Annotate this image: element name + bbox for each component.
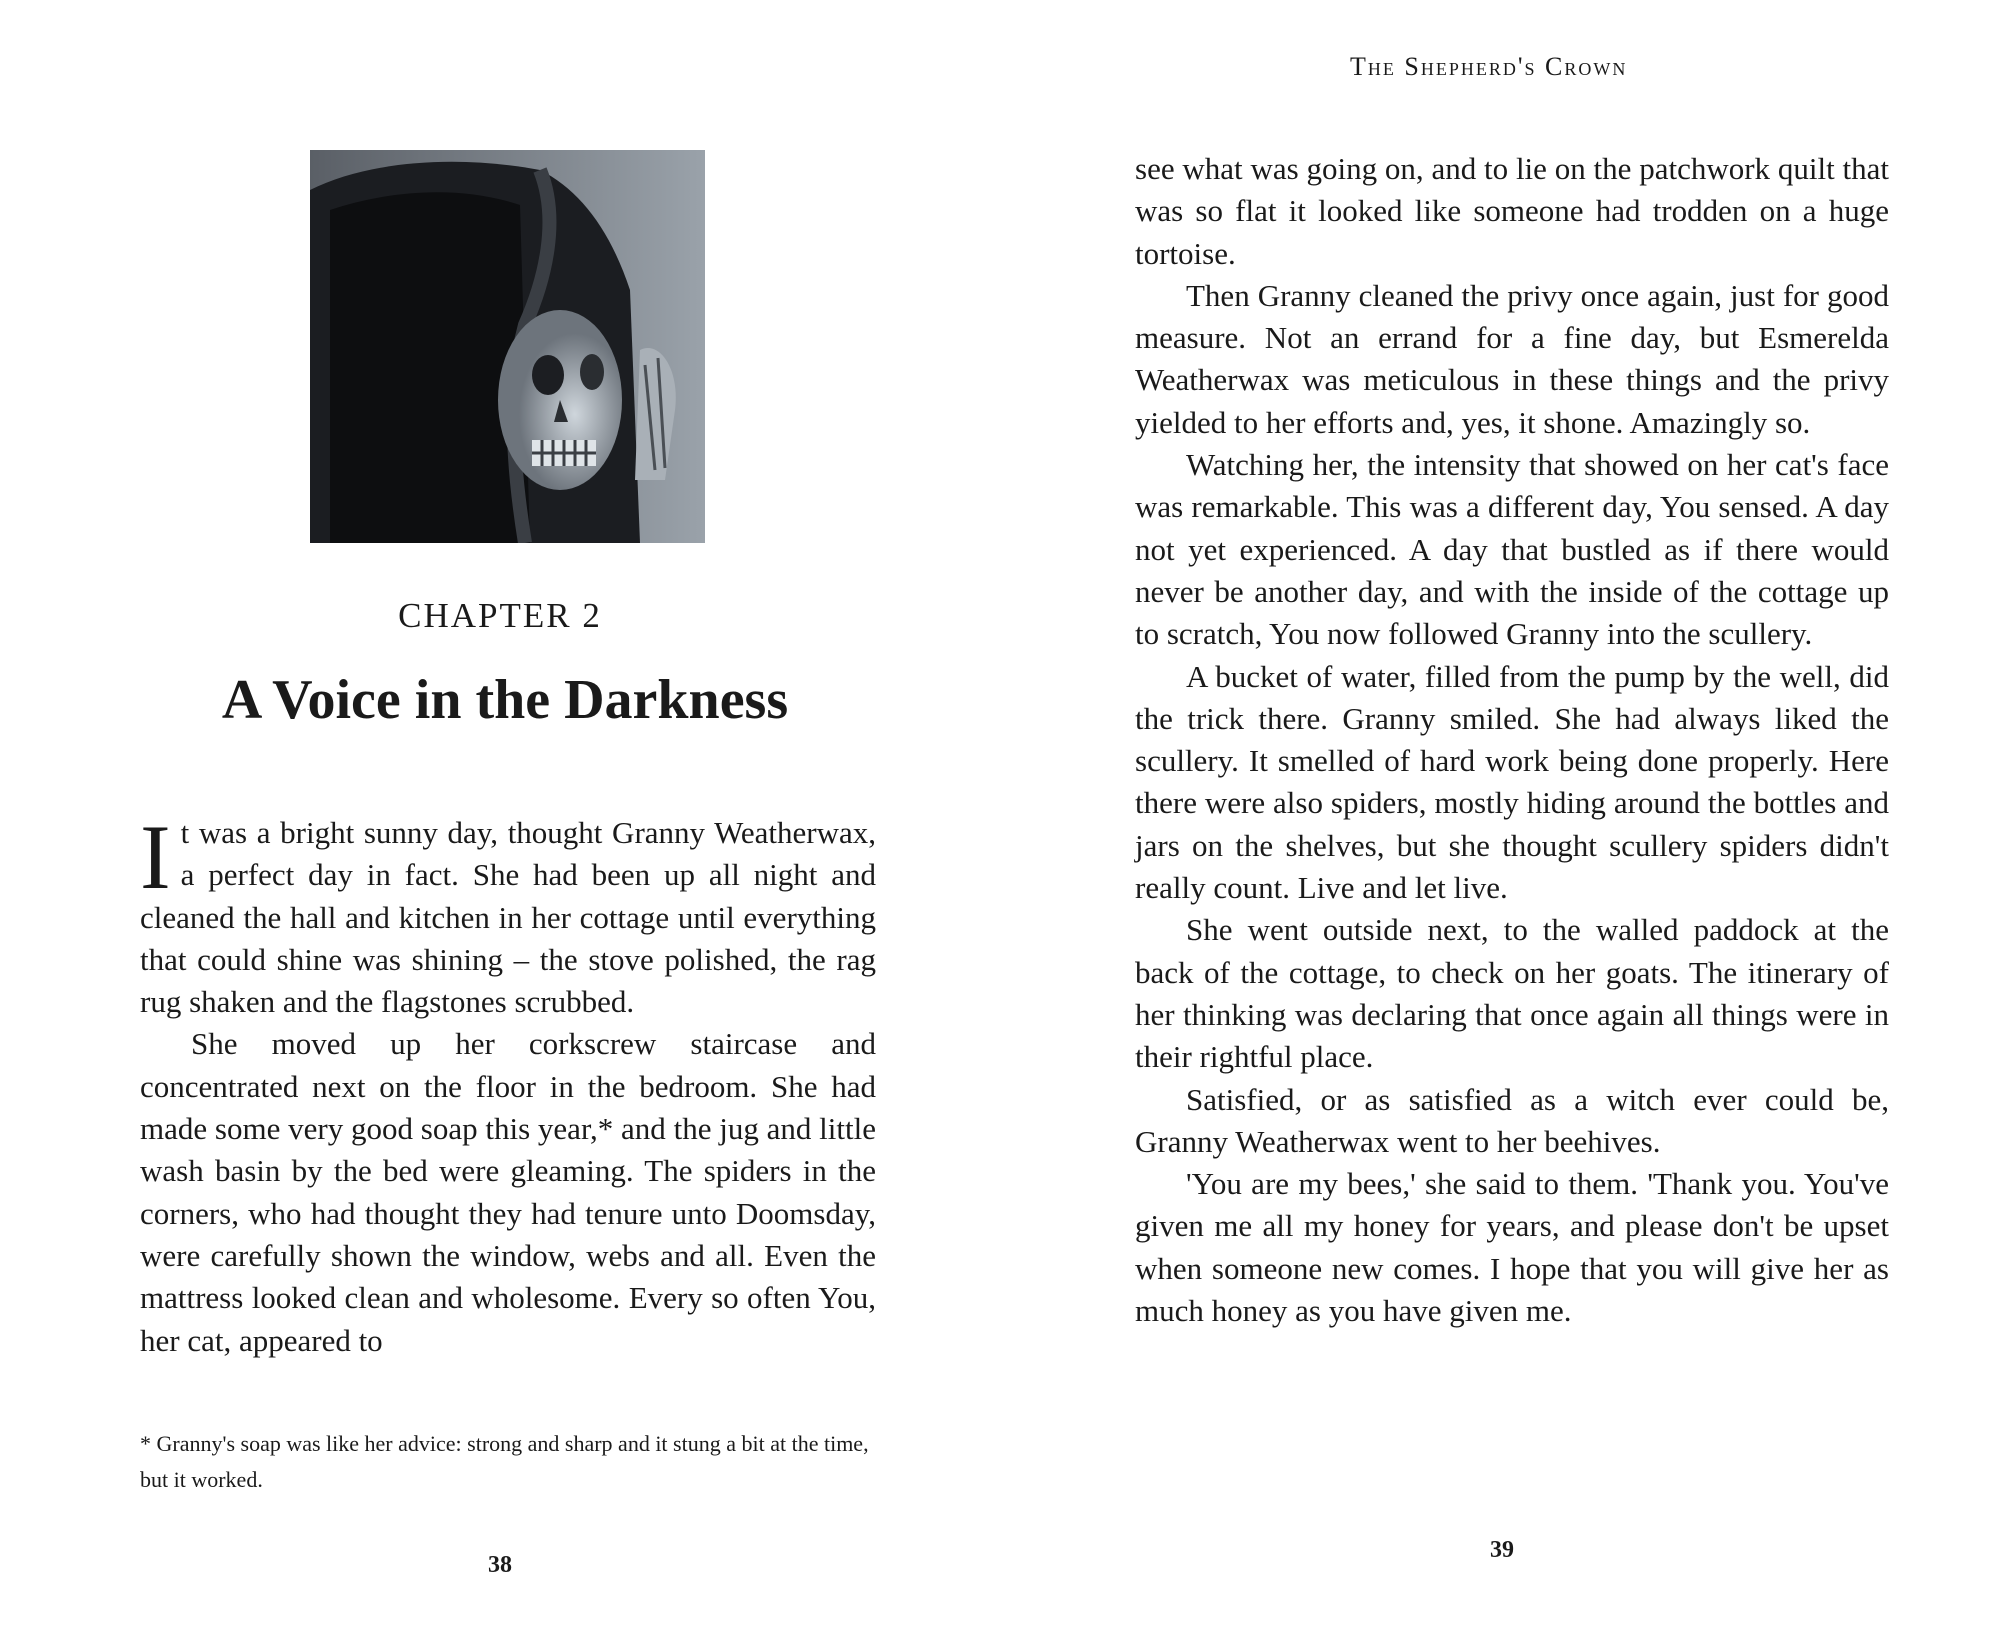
paragraph: She moved up her corkscrew staircase and concentrated next on the floor in the bedroom. She had made some very good soap this year,* and the jug and little wash basin by the bed were gleaming. The spiders in the corners, who had thought they had tenure unto Doomsday, were carefully shown the window, webs and all. Even the mattress looked clean and wholesome. Every so often You, her cat, appeared to: [140, 1026, 876, 1358]
right-page: [1000, 0, 2000, 1629]
paragraph: A bucket of water, filled from the pump by the well, did the trick there. Granny smiled. She had always liked the scullery. It smelled of hard work being done properly. Here there were also spiders, mostly hiding around the bottles and jars on the shelves, but she thought scullery spiders didn't really count. Live and let live.: [1135, 658, 1889, 906]
chapter-title: A Voice in the Darkness: [221, 669, 789, 731]
drop-cap: I: [140, 806, 171, 908]
paragraph-text: t was a bright sunny day, thought Granny Weatherwax, a perfect day in fact. She had been up all night and cleaned the hall and kitchen in her cottage until everything that could shine was shining – the stove polished, the rag rug shaken and the flagstones scrubbed.: [140, 815, 876, 1020]
running-head: The Shepherd's Crown: [1350, 52, 1628, 81]
footnote: * Granny's soap was like her advice: strong and sharp and it stung a bit at the time, but it worked.: [140, 1431, 869, 1492]
paragraph: Satisfied, or as satisfied as a witch ever could be, Granny Weatherwax went to her beehives.: [1135, 1081, 1889, 1159]
page-number: 38: [488, 1552, 512, 1578]
chapter-label: CHAPTER 2: [398, 596, 602, 635]
paragraph: Then Granny cleaned the privy once again, just for good measure. Not an errand for a fine day, but Esmerelda Weatherwax was meticulous in these things and the privy yielded to her efforts and, yes, it shone. Amazingly so.: [1135, 277, 1889, 440]
page-number: 39: [1490, 1537, 1514, 1563]
paragraph: Watching her, the intensity that showed on her cat's face was remarkable. This was a different day, You sensed. A day not yet experienced. A day that bustled as if there would never be another day, and with the inside of the cottage up to scratch, You now followed Granny into the scullery.: [1135, 447, 1889, 652]
hooded-skull-picture-icon: [310, 150, 705, 543]
paragraph: She went outside next, to the walled paddock at the back of the cottage, to check on her goats. The itinerary of her thinking was declaring that once again all things were in their rightful place.: [1135, 912, 1889, 1075]
right-body-text: [1135, 148, 1889, 1332]
paragraph: [140, 806, 876, 1023]
paragraph: see what was going on, and to lie on the patchwork quilt that was so flat it looked like someone had trodden on a huge tortoise.: [1135, 151, 1889, 271]
paragraph: 'You are my bees,' she said to them. 'Thank you. You've given me all my honey for years, and please don't be upset when someone new comes. I hope that you will give her as much honey as you have given me.: [1135, 1166, 1889, 1329]
death-illustration: [310, 150, 705, 543]
left-body-text: [140, 806, 876, 1362]
